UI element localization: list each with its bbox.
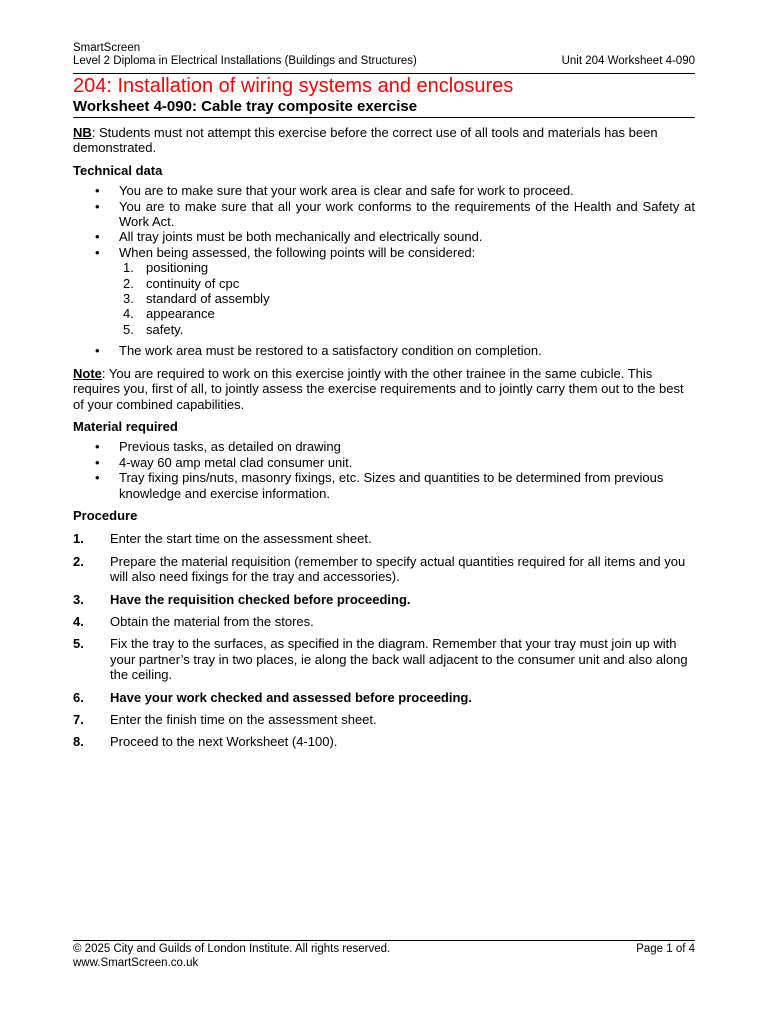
bullet-icon: •	[95, 439, 100, 455]
procedure-heading: Procedure	[73, 507, 138, 523]
note-label: Note	[73, 365, 102, 381]
bullet-icon: •	[95, 183, 100, 199]
bullet-icon: •	[95, 454, 100, 470]
procedure-list	[73, 531, 695, 749]
header-brand: SmartScreen	[73, 42, 141, 54]
bullet-icon: •	[95, 343, 100, 359]
nb-paragraph	[73, 125, 695, 156]
material-heading: Material required	[73, 418, 178, 434]
list-item: 4. appearance	[123, 306, 215, 322]
list-item: 1. positioning	[123, 260, 209, 276]
procedure-step: 3. Have the requisition checked before proceeding.	[73, 591, 411, 607]
technical-data-final-list	[73, 343, 695, 358]
procedure-step: 4. Obtain the material from the stores.	[73, 613, 314, 629]
header-row	[73, 55, 695, 68]
footer-copyright: © 2025 City and Guilds of London Institute. All rights reserved.	[73, 943, 391, 955]
list-item: • All tray joints must be both mechanically and electrically sound.	[95, 229, 483, 245]
header-rule	[73, 73, 695, 74]
list-item: 2. continuity of cpc	[123, 275, 240, 291]
note-paragraph	[73, 366, 695, 412]
technical-data-heading: Technical data	[73, 162, 163, 178]
technical-data-list	[73, 183, 695, 260]
nb-label: NB	[73, 125, 92, 140]
page-footer	[73, 940, 695, 970]
procedure-step: 6. Have your work checked and assessed before proceeding.	[73, 689, 472, 705]
note-text: : You are required to work on this exercise jointly with the other trainee in the same cubicle. This requires you, first of all, to jointly assess the exercise requirements and to jointly carry them out to the best of your combined capabilities.	[73, 365, 684, 412]
nb-text: : Students must not attempt this exercise before the correct use of all tools and materials has been demonstrated.	[73, 125, 658, 156]
page-title: 204: Installation of wiring systems and enclosures	[73, 75, 514, 97]
bullet-icon: •	[95, 198, 100, 214]
list-item: • You are to make sure that your work area is clear and safe for work to proceed.	[95, 183, 574, 199]
worksheet-page	[73, 42, 695, 757]
header-course: Level 2 Diploma in Electrical Installations (Buildings and Structures)	[73, 55, 417, 67]
list-item: • You are to make sure that all your work conforms to the requirements of the Health and Safety at Work Act.	[95, 198, 695, 230]
procedure-step: 2. Prepare the material requisition (remember to specify actual quantities required for all items and you will also need fixings for the tray and accessories).	[73, 553, 686, 585]
footer-row	[73, 942, 695, 956]
list-item: • Tray fixing pins/nuts, masonry fixings, etc. Sizes and quantities to be determined from previous knowledge and exercise information.	[95, 470, 664, 501]
procedure-step: 7. Enter the finish time on the assessment sheet.	[73, 712, 377, 727]
list-item: 5. safety.	[123, 321, 184, 337]
assessment-points-list	[73, 260, 695, 337]
bullet-icon: •	[95, 229, 100, 245]
footer-website: www.SmartScreen.co.uk	[73, 957, 199, 969]
procedure-step: 8. Proceed to the next Worksheet (4-100).	[73, 734, 338, 750]
bullet-icon: •	[95, 244, 100, 260]
page-subtitle: Worksheet 4-090: Cable tray composite exercise	[73, 98, 695, 118]
header-unit-ref: Unit 204 Worksheet 4-090	[561, 55, 695, 67]
material-list	[73, 439, 695, 501]
procedure-step: 5. Fix the tray to the surfaces, as specified in the diagram. Remember that your tray must join up with your partner’s tray in two places, ie along the back wall adjacent to the consumer unit and also along the ceiling.	[73, 636, 688, 683]
list-item: 3. standard of assembly	[123, 291, 270, 307]
list-item: • 4-way 60 amp metal clad consumer unit.	[95, 454, 353, 470]
list-item: • Previous tasks, as detailed on drawing	[95, 439, 341, 455]
footer-page-number: Page 1 of 4	[636, 943, 695, 955]
list-item: • When being assessed, the following points will be considered:	[95, 244, 476, 260]
bullet-icon: •	[95, 470, 100, 486]
procedure-step: 1. Enter the start time on the assessment sheet.	[73, 531, 372, 547]
list-item: • The work area must be restored to a satisfactory condition on completion.	[95, 343, 542, 359]
